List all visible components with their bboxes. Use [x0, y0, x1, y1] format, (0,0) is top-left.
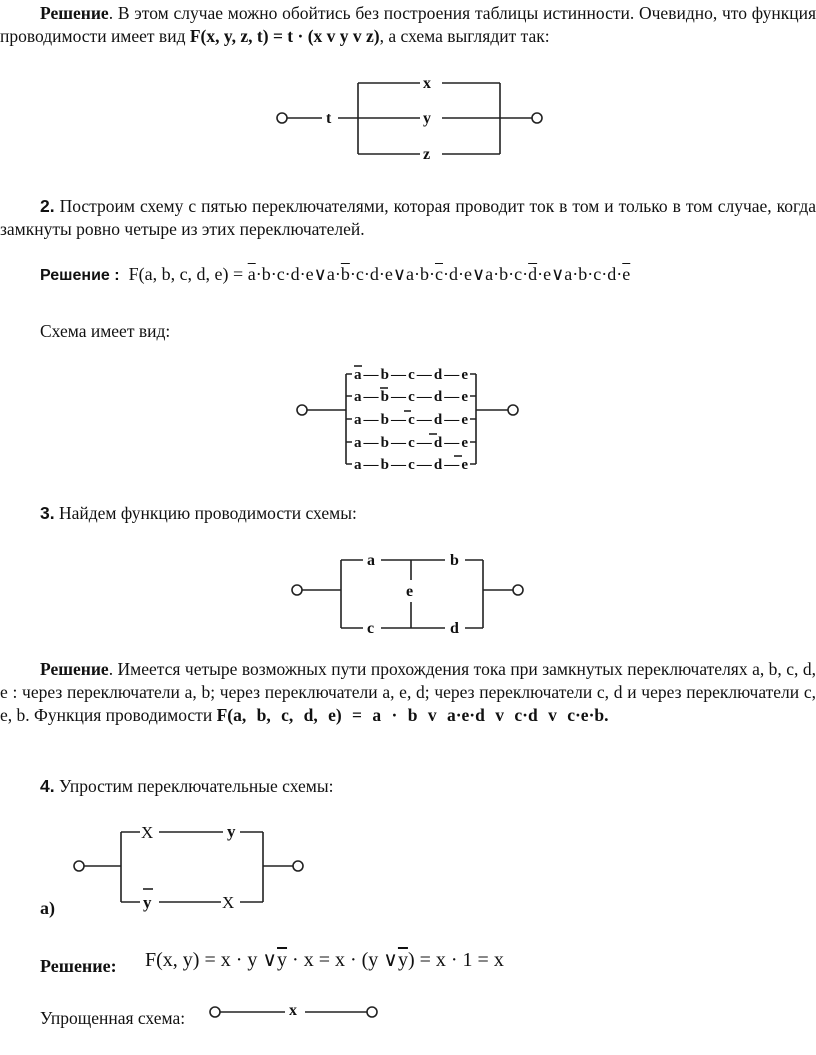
- switch-x-bottom: X: [222, 893, 235, 912]
- circuit-diagram-3: [285, 548, 530, 638]
- svg-text:a—b—c—d—e: a—b—c—d—e: [354, 389, 468, 405]
- output-terminal: [293, 861, 303, 871]
- section2-solution-formula: Решение : F(a, b, c, d, $e) = \overline{a}\cdot b\cdot c\cdot d\cdot e\vee a\cdot\overline{b}\cdot c\cdot d\cdot e\vee a\cdot b\cdot\overline{c}\cdot d\cdot e\vee a\cdot b\cdot c\cdot\overline{d}\cdot e\vee a\cdot b\cdot c\cdot d\cdot\overline{e}$: [40, 264, 631, 284]
- task-number-3: 3.: [40, 503, 55, 523]
- section4-paragraph: [0, 775, 816, 798]
- section3-paragraph: [0, 502, 816, 525]
- term-2: $a\cdot\overline{b}\cdot c\cdot d\cdot e$: [326, 264, 393, 284]
- circuit-diagram-2: [290, 360, 530, 475]
- item-label-a: a): [40, 898, 55, 918]
- svg-text:a—b—c—d—e: a—b—c—d—e: [354, 412, 468, 428]
- circuit-diagram-4a: [65, 820, 315, 915]
- switch-c: c: [367, 620, 375, 637]
- switch-y: y: [423, 110, 431, 127]
- input-terminal: [277, 113, 287, 123]
- output-terminal: [513, 585, 523, 595]
- branch-row-4: [346, 432, 476, 451]
- switch-e: e: [406, 583, 414, 600]
- section1-text-a: . В этом случае можно обойтись без построения таблицы истинности. Очевидно, что функция проводимости имеет вид: [0, 3, 816, 46]
- simplified-label: Упрощенная схема:: [40, 1008, 186, 1028]
- scheme-caption: Схема имеет вид:: [40, 321, 171, 341]
- input-terminal: [210, 1007, 220, 1017]
- switch-b: b: [450, 552, 459, 569]
- switch-x-top: X: [141, 823, 154, 842]
- task-number-2: 2.: [40, 196, 55, 216]
- switch-z: z: [423, 146, 431, 163]
- term-5: $a\cdot b\cdot c\cdot d\cdot\overline{e}$: [564, 264, 631, 284]
- switch-x: x: [289, 1002, 297, 1019]
- svg-text:a—b—c—d—e: a—b—c—d—e: [354, 435, 468, 451]
- branch-row-2: [346, 386, 476, 405]
- solution-lead: Решение: [40, 3, 109, 23]
- switch-not-y: y: [143, 893, 152, 912]
- output-terminal: [508, 405, 518, 415]
- section2-text: Построим схему с пятью переключателями, которая проводит ток в том и только в том случае, когда замкнуты ровно четыре из этих переключателей.: [0, 196, 816, 239]
- section3-solution-text: . Имеется четыре возможных пути прохождения тока при замкнутых переключателях a, b, c, d, e : через переключатели a, b; через переключатели a, e, d; через переключатели c, d и через переключатели c, e, b. Функция проводимости: [0, 659, 816, 725]
- circuit-diagram-1: [270, 72, 550, 167]
- branch-row-5: [346, 454, 476, 473]
- switch-y-top: y: [227, 822, 236, 841]
- section3-solution: [0, 658, 816, 727]
- section3-solution-formula: F(a, b, c, d, e) = a · b v a·e·d v c·d v c·e·b.: [216, 705, 609, 725]
- section2-paragraph: [0, 195, 816, 241]
- input-terminal: [74, 861, 84, 871]
- input-terminal: [292, 585, 302, 595]
- solution-label: Решение :: [40, 267, 120, 284]
- simplified-circuit: [205, 1000, 385, 1024]
- svg-text:a—b—c—d—e: a—b—c—d—e: [354, 367, 468, 383]
- input-terminal: [297, 405, 307, 415]
- svg-text:a—b—c—d—e: a—b—c—d—e: [354, 457, 468, 473]
- formula-lhs: F(a, b, c, d, e) =: [128, 264, 244, 284]
- section1-paragraph: [0, 2, 816, 48]
- switch-d: d: [450, 620, 459, 637]
- branch-row-1: [346, 364, 476, 383]
- output-terminal: [367, 1007, 377, 1017]
- output-terminal: [532, 113, 542, 123]
- term-3: $a\cdot b\cdot\overline{c}\cdot d\cdot e$: [406, 264, 472, 284]
- section4-solution-formula: F(x, y) = x · y $\vee\overline{y} \cdot x = x \cdot (y$ $\vee\overline{y}) = x \cdot 1 = x$: [145, 949, 504, 971]
- switch-t: t: [326, 110, 332, 127]
- branch-row-3: [346, 409, 476, 428]
- section4-solution-label: Решение:: [40, 956, 117, 976]
- switch-a: a: [367, 552, 375, 569]
- task-number-4: 4.: [40, 776, 55, 796]
- section4-text: Упростим переключательные схемы:: [54, 776, 334, 796]
- term-4: $a\cdot b\cdot c\cdot\overline{d}\cdot e$: [485, 264, 552, 284]
- term-1: $\overline{a}\cdot b\cdot c\cdot d\cdot e$: [247, 264, 314, 284]
- solution-lead: Решение: [40, 659, 109, 679]
- section1-formula: F(x, y, z, t) = t · (x v y v z): [189, 26, 380, 46]
- switch-x: x: [423, 75, 431, 92]
- section1-text-b: , а схема выглядит так:: [379, 26, 550, 46]
- section3-text: Найдем функцию проводимости схемы:: [54, 503, 357, 523]
